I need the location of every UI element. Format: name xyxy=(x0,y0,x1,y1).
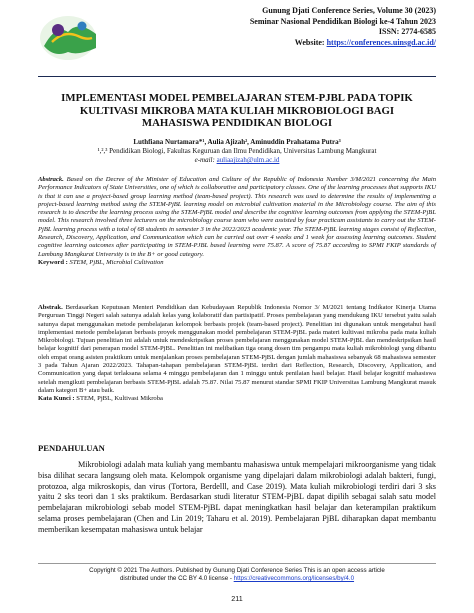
seminar-line: Seminar Nasional Pendidikan Biologi ke-4 Tahun 2023 xyxy=(249,16,436,26)
keywords-text: STEM, PjBL, Microbial Cultivation xyxy=(69,258,164,266)
body-paragraph: Mikrobiologi adalah mata kuliah yang membantu mahasiswa untuk mempelajari mikroorganisme yang tidak bisa dilihat secara langsung oleh mata. Kelompok organisme yang dipelajari dalam mikrobiologi adalah bakteri, fungi, protozoa, alga mikroskopis, dan virus (Tortora, Berdelll, and Case 2019). Mata kuliah mikrobiologi terdiri dari 3 sks yaitu 2 sks teori dan 1 sks praktikum. Berdasarkan studi literatur STEM-PjBL dapat dipilih sebagai salah satu model pembelajaran mikrobiologi sebab model STEM-PjBL dapat meningkatkan hasil belajar dan keterampilan praktikum selama proses pembelajaran (Chen and Lin 2019; Taharu et al. 2019). Pembelajaran PjBL diharapkan dapat membantu memberikan kesempatan mahasiswa untuk belajar xyxy=(38,460,436,534)
email-line xyxy=(38,156,436,165)
series-line: Gunung Djati Conference Series, Volume 30 (2023) xyxy=(262,6,436,15)
license-prefix: distributed under the CC BY 4.0 license - xyxy=(119,575,234,582)
email-label: e-mail: xyxy=(194,156,217,164)
keywords-text: STEM, PjBL, Kultivasi Mikroba xyxy=(76,395,163,403)
journal-info xyxy=(250,6,436,48)
journal-header xyxy=(38,4,436,74)
affiliation: ¹,²,³ Pendidikan Biologi, Fakultas Keguruan dan Ilmu Pendidikan, Universitas Lambung Mangkurat xyxy=(97,147,377,155)
header-divider xyxy=(38,76,436,77)
abstract-indonesian xyxy=(38,304,436,404)
abstract-text: Berdasarkan Keputusan Menteri Pendidikan dan Kebudayaan Republik Indonesia Nomor 3/ M/2021 tentang Indikator Kinerja Utama Perguruan Tinggi Negeri salah satunya adalah kelas yang kolaboratif dan partisipatif. Proses pembelajaran yang mendukung IKU tersebut yaitu salah satunya dapat menggunakan metode pembelajaran kelompok berbasis projek (team-based project). Penelitian ini digunakan untuk mengetahui hasil implementasi metode pembelajaran berbasis proyek menggunakan model pembelajaran STEM-PjBL pada materi kultivasi mikroba pada mata kuliah Mikrobiologi. Tujuan penelitian ini adalah untuk mendeskripsikan proses pembelajaran menggunakan model STEM-PjBL dan mendeskripsikan hasil belajar kognitif dari penerapan model STEM-PjBL. Penelitian ini melibatkan tiga orang dosen tim pengampu mata kuliah mikrobiologi yang dibantu oleh empat orang asisten praktikum untuk menjalankan proses pembelajaran STEM-PjBL dengan jumlah mahasiswa sebanyak 68 mahasiswa semester 3 pada Tahun Ajaran 2022/2023. Tahapan-tahapan pembelajaran STEM-PjBL terdiri dari Reflection, Research, Discovery, Application, and Communication yang dapat terlaksana selama 4 minggu pembelajaran dan 1 minggu untuk penilaian hasil belajar. Hasil belajar kognitif mahasiswa setelah mengikuti pembelajaran berbasis STEM-PjBL adalah 75.87. Nilai 75.87 menurut standar SPMI FKIP Universitas Lambung Mangkurat masuk dalam kategori B+ atau baik. xyxy=(38,304,436,394)
copyright-line xyxy=(38,575,436,583)
copyright-line: Copyright © 2021 The Authors. Published by Gunung Djati Conference Series This is an open access article xyxy=(89,567,385,574)
section-heading: PENDAHULUAN xyxy=(38,443,105,453)
page-number: 211 xyxy=(231,594,243,603)
website-label: Website: xyxy=(294,37,327,47)
author-block xyxy=(38,138,436,165)
license-link[interactable]: https://creativecommons.org/licenses/by/4.0 xyxy=(233,575,355,582)
website-line xyxy=(250,38,436,49)
abstract-text: Based on the Decree of the Minister of Education and Culture of the Republic of Indonesia Number 3/M/2021 concerning the Main Performance Indicators of State Universities, one of which is collaborative and participatory classes. One of the learning processes that supports IKU is that it can use a project-based group learning method (team-based project). This research was used to determine the results of implementing a project-based learning method using the STEM-PjBL learning model on microbial cultivation material in the Microbiology course. The aim of this research is to describe the learning process using the STEM-PjBL model and describe the cognitive learning outcomes from applying the STEM-PjBL model. This research involved three lecturers on the microbiology course team who were assisted by four practicum assistants to carry out the STEM-PjBL learning process with a total of 68 students in semester 3 in the 2022/2023 academic year. The STEM-PjBL learning stages consist of Reflection, Research, Discovery, Application, and Communication which can be carried out over 4 weeks and 1 week for assessing learning outcomes. Student cognitive learning outcomes after participating in STEM-PJBL based learning were 75.87. A score of 75.87 according to SPMI FKIP standards of Lambung Mangkurat University is in the B+ or good category. xyxy=(38,176,436,258)
author-names: Luthfiana Nurtamara*¹, Aulia Ajizah², Aminuddin Prahatama Putra³ xyxy=(133,138,341,146)
title-line: IMPLEMENTASI MODEL PEMBELAJARAN STEM-PJBL PADA TOPIK xyxy=(61,92,413,104)
conference-logo xyxy=(38,12,102,64)
website-link[interactable]: https://conferences.uinsgd.ac.id/ xyxy=(326,37,436,47)
paper-title xyxy=(38,92,436,130)
abstract-label: Abstrak. xyxy=(38,304,63,311)
keywords-label: Kata Kunci : xyxy=(38,395,75,403)
issn-line: ISSN: 2774-6585 xyxy=(378,27,436,37)
abstract-label: Abstrack. xyxy=(38,176,64,183)
title-line: MAHASISWA PENDIDIKAN BIOLOGI xyxy=(141,117,333,130)
section-body xyxy=(38,460,436,536)
footer-divider xyxy=(38,563,436,564)
title-line: KULTIVASI MIKROBA MATA KULIAH MIKROBIOLOGI BAGI xyxy=(79,104,395,117)
copyright-notice xyxy=(38,567,436,583)
abstract-english xyxy=(38,176,436,267)
keywords-label: Keyword : xyxy=(38,258,68,266)
email-link[interactable]: auliaajizah@ulm.ac.id xyxy=(216,156,280,164)
